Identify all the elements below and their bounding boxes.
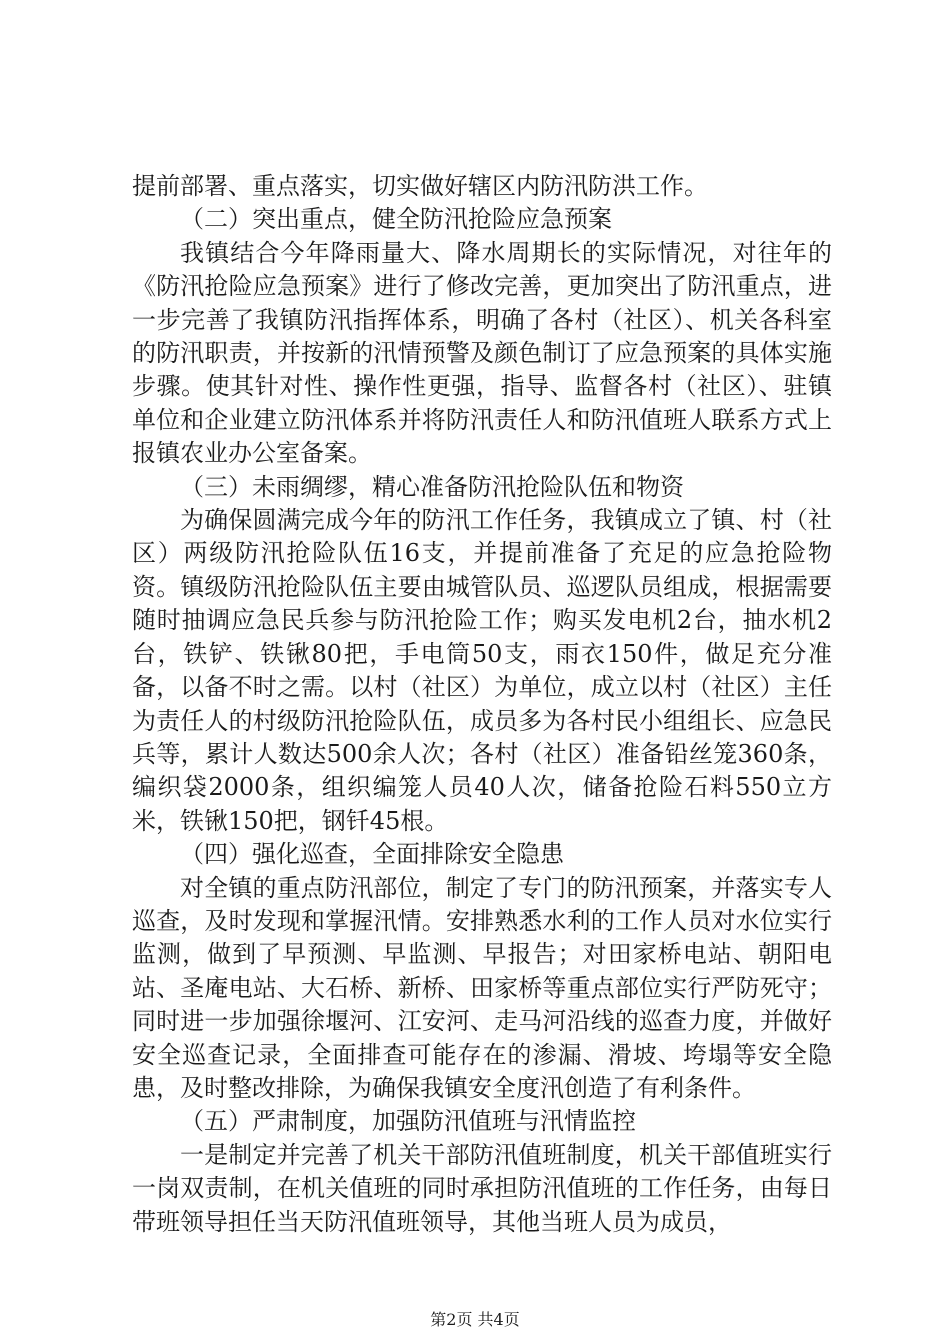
paragraph-body: 我镇结合今年降雨量大、降水周期长的实际情况，对往年的《防汛抢险应急预案》进行了修改完善，更加突出了防汛重点，进一步完善了我镇防汛指挥体系，明确了各村（社区）、机关各科室的防汛职责，并按新的汛情预警及颜色制订了应急预案的具体实施步骤。使其针对性、操作性更强，指导、监督各村（社区）、驻镇单位和企业建立防汛体系并将防汛责任人和防汛值班人联系方式上报镇农业办公室备案。 (132, 238, 832, 468)
section-heading-2: （二）突出重点，健全防汛抢险应急预案 (180, 205, 612, 234)
section-heading-5: （五）严肃制度，加强防汛值班与汛情监控 (180, 1107, 636, 1136)
paragraph-continuation: 提前部署、重点落实，切实做好辖区内防汛防洪工作。 (132, 172, 708, 200)
paragraph-body: 对全镇的重点防汛部位，制定了专门的防汛预案，并落实专人巡查，及时发现和掌握汛情。安排熟悉水利的工作人员对水位实行监测，做到了早预测、早监测、早报告；对田家桥电站、朝阳电站、圣庵电站、大石桥、新桥、田家桥等重点部位实行严防死守；同时进一步加强徐堰河、江安河、走马河沿线的巡查力度，并做好安全巡查记录，全面排查可能存在的渗漏、滑坡、垮塌等安全隐患，及时整改排除，为确保我镇安全度汛创造了有利条件。 (132, 873, 832, 1102)
page-number-footer: 第2页 共4页 (430, 1310, 520, 1329)
section-heading-3: （三）未雨绸缪，精心准备防汛抢险队伍和物资 (180, 472, 684, 501)
document-body (132, 170, 832, 1239)
paragraph-body: 为确保圆满完成今年的防汛工作任务，我镇成立了镇、村（社区）两级防汛抢险队伍16支，并提前准备了充足的应急抢险物资。镇级防汛抢险队伍主要由城管队员、巡逻队员组成，根据需要随时抽调应急民兵参与防汛抢险工作；购买发电机2台，抽水机2台，铁铲、铁锹80把，手电筒50支，雨衣150件，做足充分准备，以备不时之需。以村（社区）为单位，成立以村（社区）主任为责任人的村级防汛抢险队伍，成员多为各村民小组组长、应急民兵等，累计人数达500余人次；各村（社区）准备铅丝笼360条，编织袋2000条，组织编笼人员40人次，储备抢险石料550立方米，铁锹150把，钢钎45根。 (132, 506, 832, 835)
section-heading-4: （四）强化巡查，全面排除安全隐患 (180, 840, 564, 869)
paragraph-body: 一是制定并完善了机关干部防汛值班制度，机关干部值班实行一岗双责制，在机关值班的同时承担防汛值班的工作任务，由每日带班领导担任当天防汛值班领导，其他当班人员为成员， (132, 1140, 832, 1236)
